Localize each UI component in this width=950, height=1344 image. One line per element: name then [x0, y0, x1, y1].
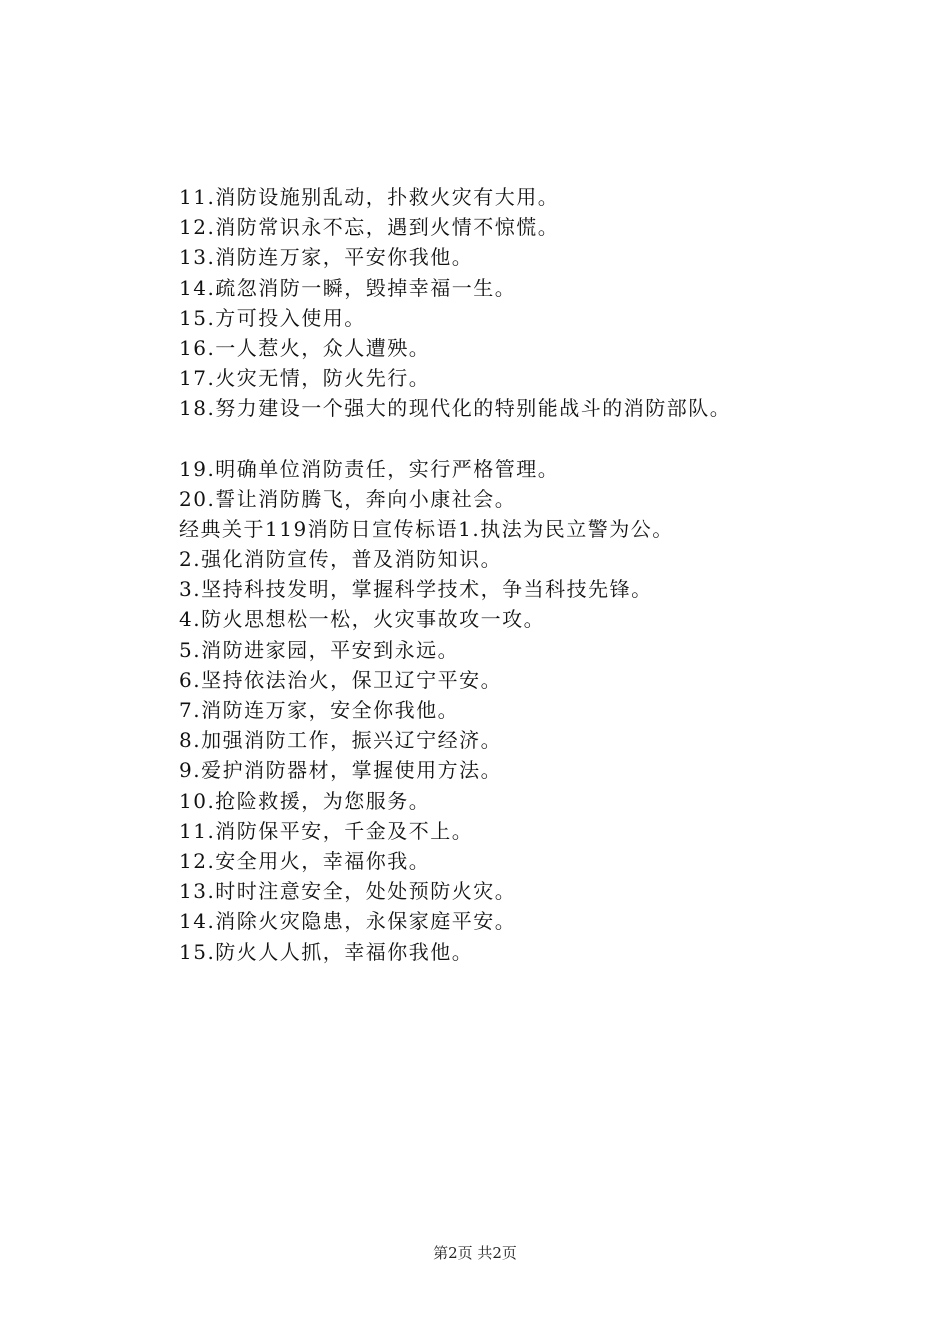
text-line: 4.防火思想松一松，火灾事故攻一攻。	[179, 607, 546, 632]
text-line: 20.誓让消防腾飞，奔向小康社会。	[179, 486, 517, 511]
text-line: 18.努力建设一个强大的现代化的特别能战斗的消防部队。	[179, 396, 732, 421]
paragraph-gap	[179, 424, 919, 454]
text-line: 16.一人惹火，众人遭殃。	[179, 335, 431, 360]
text-line: 5.消防进家园，平安到永远。	[179, 637, 460, 662]
text-line: 7.消防连万家，安全你我他。	[179, 698, 460, 722]
text-line: 13.时时注意安全，处处预防火灾。	[179, 879, 517, 904]
text-line: 12.消防常识永不忘，遇到火情不惊慌。	[179, 215, 560, 240]
section-heading-line: 经典关于119消防日宣传标语1.执法为民立警为公。	[179, 516, 674, 541]
text-line: 3.坚持科技发明，掌握科学技术，争当科技先锋。	[179, 577, 653, 602]
document-body	[179, 182, 919, 967]
text-line: 11.消防保平安，千金及不上。	[179, 818, 474, 843]
text-line: 14.消除火灾隐患，永保家庭平安。	[179, 909, 517, 934]
text-line: 2.强化消防宣传，普及消防知识。	[179, 547, 503, 572]
text-line: 15.方可投入使用。	[179, 305, 366, 330]
text-line: 8.加强消防工作，振兴辽宁经济。	[179, 728, 503, 753]
text-line: 11.消防设施别乱动，扑救火灾有大用。	[179, 185, 560, 209]
page-number-footer: 第2页 共2页	[433, 1244, 517, 1262]
text-line: 12.安全用火，幸福你我。	[179, 848, 431, 873]
text-line: 17.火灾无情，防火先行。	[179, 366, 431, 391]
text-line: 9.爱护消防器材，掌握使用方法。	[179, 758, 503, 783]
slogan-list-part-2	[179, 454, 919, 967]
text-line: 13.消防连万家，平安你我他。	[179, 245, 474, 270]
text-line: 15.防火人人抓，幸福你我他。	[179, 939, 474, 964]
text-line: 19.明确单位消防责任，实行严格管理。	[179, 456, 560, 481]
text-line: 6.坚持依法治火，保卫辽宁平安。	[179, 667, 503, 692]
text-line: 14.疏忽消防一瞬，毁掉幸福一生。	[179, 275, 517, 300]
text-line: 10.抢险救援，为您服务。	[179, 788, 431, 813]
slogan-list-part-1	[179, 182, 919, 424]
